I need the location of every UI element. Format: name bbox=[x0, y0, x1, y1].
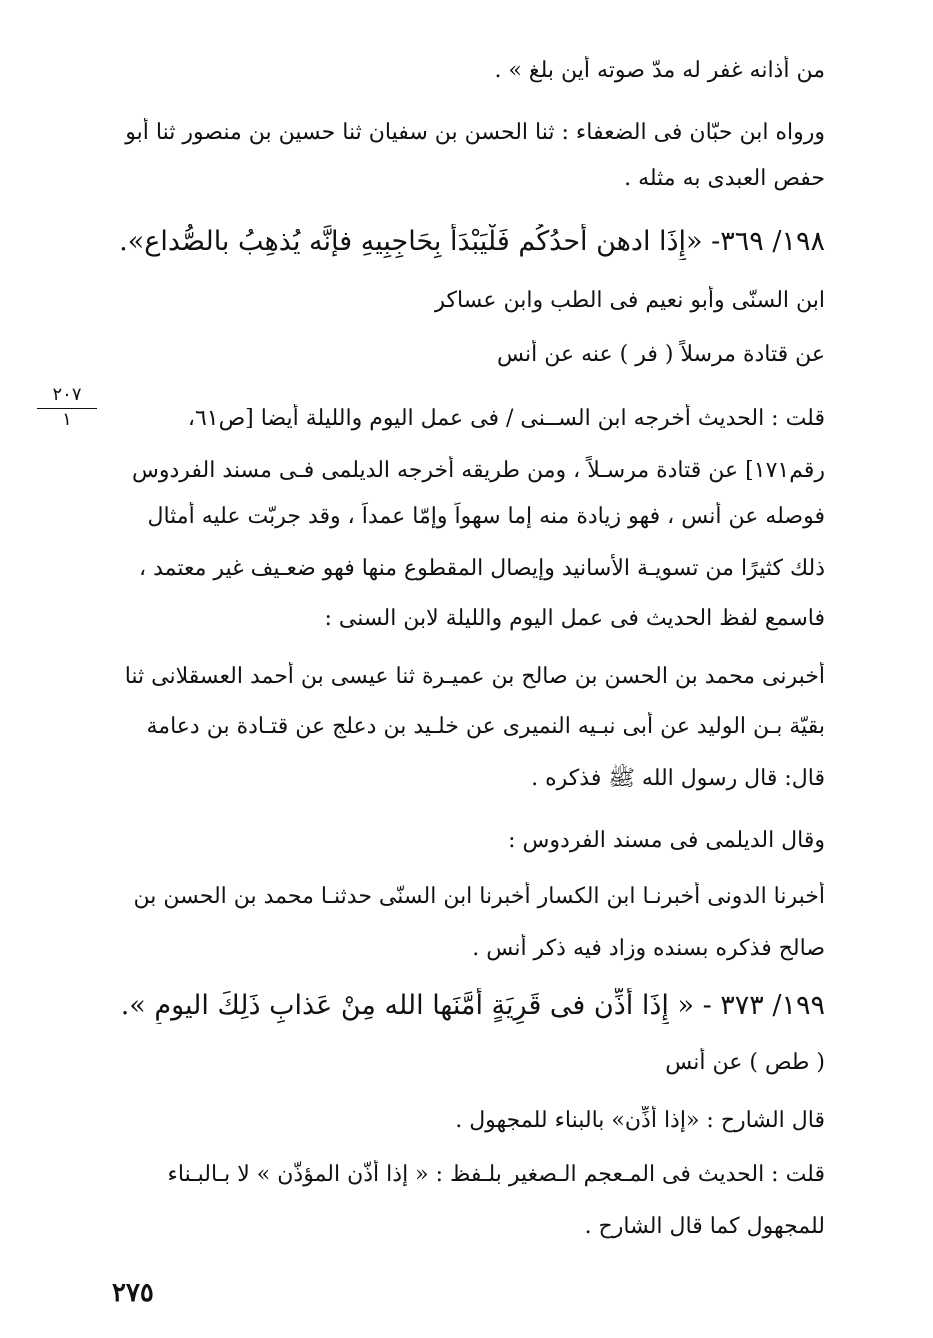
text-line-16: أخبرنا الدونى أخبرنـا ابن الكسار أخبرنا ابن السنّى حدثنـا محمد بن الحسن بن bbox=[133, 884, 825, 909]
text-line-19: ( طص ) عن أنس bbox=[665, 1050, 825, 1075]
hadith-198: ١٩٨/ ٣٦٩- «إِذَا ادهن أحدُكُم فَلْيَبْدَأ بِحَاجِبِيهِ فإنَّه يُذهِبُ بالصُّداع». bbox=[119, 226, 825, 257]
text-line-2: ورواه ابن حبّان فى الضعفاء : ثنا الحسن بن سفيان ثنا حسين بن منصور ثنا أبو bbox=[125, 120, 825, 145]
text-line-22: للمجهول كما قال الشارح . bbox=[584, 1214, 825, 1239]
text-line-15: وقال الديلمى فى مسند الفردوس : bbox=[508, 828, 825, 853]
text-line-12: أخبرنى محمد بن الحسن بن صالح بن عميـرة ثنا عيسى بن أحمد العسقلانى ثنا bbox=[124, 664, 825, 689]
text-line-17: صالح فذكره بسنده وزاد فيه ذكر أنس . bbox=[472, 936, 825, 961]
margin-note-bottom: ١ bbox=[62, 409, 72, 430]
hadith-199: ١٩٩/ ٣٧٣ - « إِذَا أُذِّن فى قَرِيَةٍ أمَّنَها الله مِنْ عَذابِ ذَلِكَ اليومِ ». bbox=[120, 990, 825, 1021]
margin-volume-note bbox=[37, 384, 97, 431]
text-line-3: حفص العبدى به مثله . bbox=[624, 166, 825, 191]
margin-note-top: ٢٠٧ bbox=[37, 384, 97, 409]
text-line-1: من أذانه غفر له مدّ صوته أين بلغ » . bbox=[494, 58, 825, 83]
text-line-20: قال الشارح : «إذا أُذِّن» بالبناء للمجهول . bbox=[455, 1108, 825, 1133]
text-line-13: بقيّة بـن الوليد عن أبى نبـيه النميرى عن خلـيد بن دعلج عن قتـادة بن دعامة bbox=[146, 714, 825, 739]
text-line-11: فاسمع لفظ الحديث فى عمل اليوم والليلة لابن السنى : bbox=[324, 606, 825, 631]
text-line-10: ذلك كثيرًا من تسويـة الأسانيد وإيصال المقطوع منها فهو ضعـيف غير معتمد ، bbox=[138, 556, 825, 581]
text-line-8: رقم١٧١] عن قتادة مرسـلاً ، ومن طريقه أخرجه الديلمى فـى مسند الفردوس bbox=[131, 458, 825, 483]
text-line-21: قلت : الحديث فى المـعجم الـصغير بلـفظ : « إذا أذّن المؤذّن » لا بـالبـناء bbox=[167, 1162, 825, 1187]
text-line-6: عن قتادة مرسلاً ( فر ) عنه عن أنس bbox=[496, 342, 825, 367]
text-line-7: قلت : الحديث أخرجه ابن الســنى / فى عمل اليوم والليلة أيضا [ص٦١، bbox=[187, 406, 825, 431]
text-line-14: قال: قال رسول الله ﷺ فذكره . bbox=[531, 766, 825, 791]
text-line-9: فوصله عن أنس ، فهو زيادة منه إما سهواً وإمّا عمداً ، وقد جربّت عليه أمثال bbox=[147, 504, 825, 529]
page-number: ٢٧٥ bbox=[112, 1278, 154, 1308]
text-line-5: ابن السنّى وأبو نعيم فى الطب وابن عساكر bbox=[434, 288, 825, 313]
